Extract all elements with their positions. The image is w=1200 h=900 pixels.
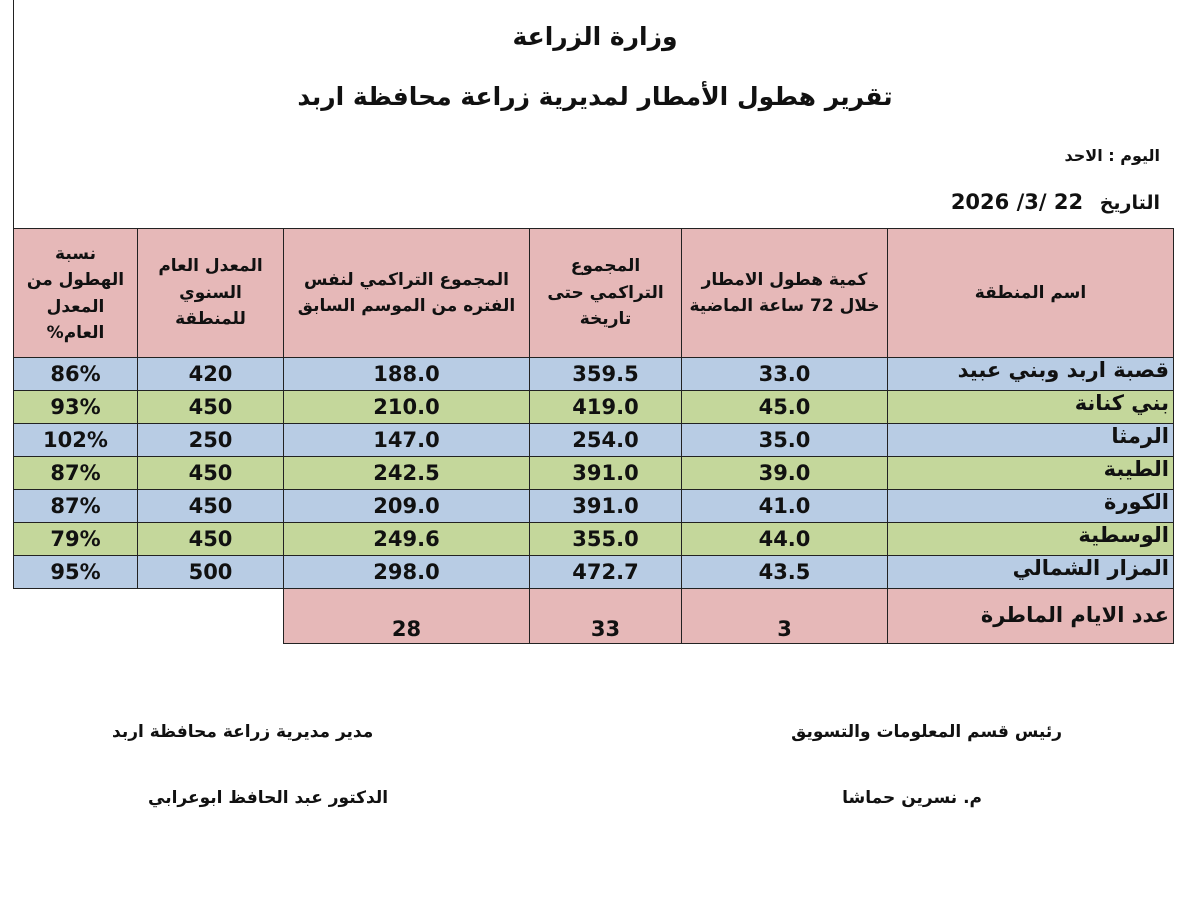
cell-rain-72h: 39.0 [682,457,888,490]
cell-region: الرمثا [888,424,1174,457]
report-day: اليوم : الاحد [1064,146,1160,165]
cell-cumulative: 254.0 [530,424,682,457]
cell-prev-season: 188.0 [284,358,530,391]
rainy-days-row [14,589,1174,644]
table-header-row [14,229,1174,358]
cell-prev-season: 298.0 [284,556,530,589]
cell-percent: 93% [14,391,138,424]
report-title-main: تقرير هطول الأمطار لمديرية زراعة محافظة ارب [311,82,893,111]
rainy-days-72h: 3 [682,589,888,644]
cell-region: بني كنانة [888,391,1174,424]
cell-percent: 102% [14,424,138,457]
cell-annual-avg: 500 [138,556,284,589]
cell-annual-avg: 450 [138,490,284,523]
cell-cumulative: 359.5 [530,358,682,391]
rainy-days-label: عدد الايام الماطرة [888,589,1174,644]
cell-percent: 79% [14,523,138,556]
cell-rain-72h: 41.0 [682,490,888,523]
rainfall-table [13,228,1174,644]
info-head-title: رئيس قسم المعلومات والتسويق [791,722,1062,742]
cell-prev-season: 147.0 [284,424,530,457]
table-row [14,556,1174,589]
cell-rain-72h: 45.0 [682,391,888,424]
cell-rain-72h: 35.0 [682,424,888,457]
cell-rain-72h: 33.0 [682,358,888,391]
blank-cell [14,589,138,644]
cell-cumulative: 391.0 [530,490,682,523]
cell-region: المزار الشمالي [888,556,1174,589]
info-head-name: م. نسرين حماشا [842,788,982,808]
header-cumulative: المجموع التراكمي حتى تاريخة [530,229,682,358]
cell-rain-72h: 43.5 [682,556,888,589]
report-title-tail: د [297,82,312,111]
cell-percent: 87% [14,490,138,523]
header-region: اسم المنطقة [888,229,1174,358]
ministry-title: وزارة الزراعة [512,22,678,51]
cell-prev-season: 249.6 [284,523,530,556]
table-row [14,358,1174,391]
rainy-days-prev-season: 28 [284,589,530,644]
cell-percent: 87% [14,457,138,490]
cell-cumulative: 391.0 [530,457,682,490]
cell-cumulative: 419.0 [530,391,682,424]
cell-annual-avg: 250 [138,424,284,457]
cell-percent: 95% [14,556,138,589]
table-row [14,424,1174,457]
cell-annual-avg: 420 [138,358,284,391]
table-row [14,457,1174,490]
cell-percent: 86% [14,358,138,391]
rainy-days-cumulative: 33 [530,589,682,644]
cell-prev-season: 210.0 [284,391,530,424]
date-label: التاريخ [1099,192,1160,214]
cell-annual-avg: 450 [138,523,284,556]
date-value: 2026 /3/ 22 [950,190,1084,214]
cell-rain-72h: 44.0 [682,523,888,556]
header-annual-avg: المعدل العام السنوي للمنطقة [138,229,284,358]
cell-region: الطيبة [888,457,1174,490]
table-row [14,490,1174,523]
director-name: الدكتور عبد الحافظ ابوعرابي [148,788,389,808]
report-date [951,190,1160,214]
header-rain-72h: كمية هطول الامطار خلال 72 ساعة الماضية [682,229,888,358]
cell-region: الوسطية [888,523,1174,556]
table-row [14,523,1174,556]
director-title: مدير مديرية زراعة محافظة اربد [112,722,374,742]
report-title [0,82,1190,111]
cell-prev-season: 209.0 [284,490,530,523]
cell-cumulative: 355.0 [530,523,682,556]
cell-cumulative: 472.7 [530,556,682,589]
cell-region: الكورة [888,490,1174,523]
cell-annual-avg: 450 [138,457,284,490]
blank-cell [138,589,284,644]
cell-prev-season: 242.5 [284,457,530,490]
cell-region: قصبة اربد وبني عبيد [888,358,1174,391]
header-percent: نسبة الهطول من المعدل العام% [14,229,138,358]
table-row [14,391,1174,424]
cell-annual-avg: 450 [138,391,284,424]
header-prev-season: المجموع التراكمي لنفس الفتره من الموسم السابق [284,229,530,358]
